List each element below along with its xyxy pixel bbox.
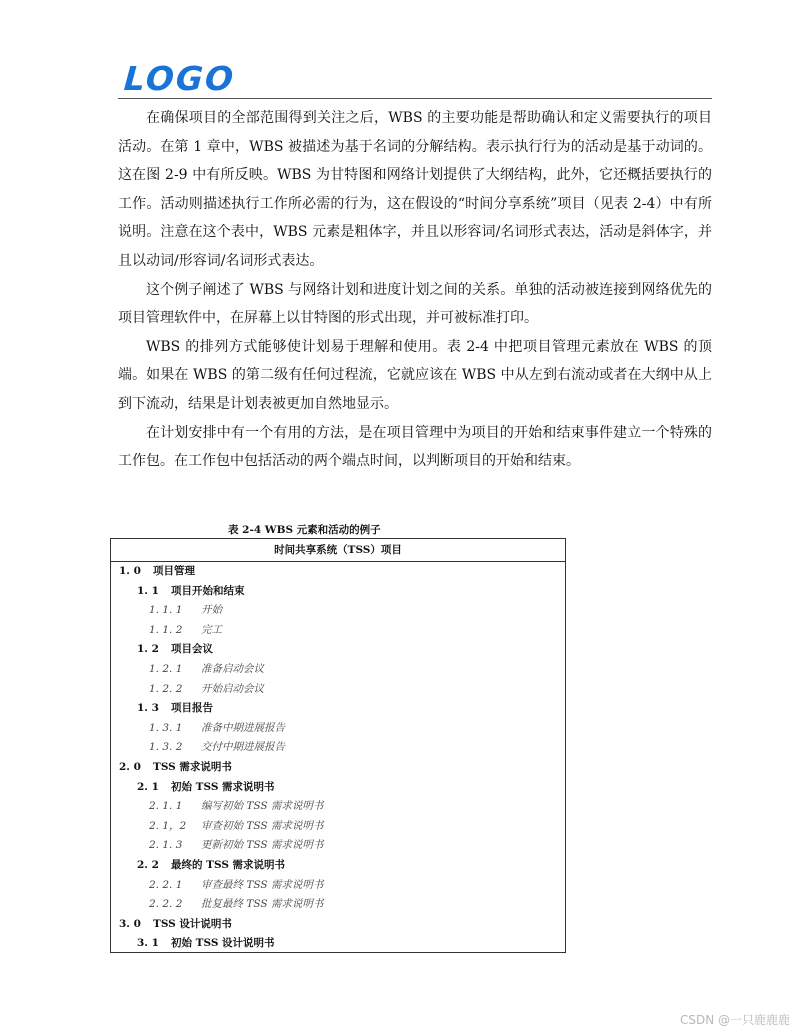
table-header: 时间共享系统（TSS）项目 bbox=[111, 539, 565, 562]
logo: LOGO bbox=[122, 59, 237, 98]
row-number: 1. 0 bbox=[119, 565, 141, 577]
header-divider bbox=[118, 98, 712, 99]
table-row bbox=[111, 876, 565, 896]
row-number: 1. 3 bbox=[137, 702, 159, 715]
row-text: 更新初始 TSS 需求说明书 bbox=[201, 839, 324, 852]
row-number: 3. 1 bbox=[137, 937, 159, 950]
row-text: 审查最终 TSS 需求说明书 bbox=[201, 878, 324, 891]
table-row bbox=[111, 934, 565, 953]
table-row bbox=[111, 895, 565, 915]
row-number: 2. 2. 2 bbox=[149, 898, 183, 911]
row-text: TSS 设计说明书 bbox=[153, 917, 232, 930]
table-row bbox=[111, 582, 565, 602]
row-number: 1. 2. 1 bbox=[149, 662, 183, 675]
row-text: 初始 TSS 需求说明书 bbox=[171, 780, 275, 793]
row-number: 1. 3. 2 bbox=[149, 741, 183, 754]
row-text: 开始启动会议 bbox=[201, 682, 264, 695]
row-text: 开始 bbox=[201, 604, 222, 617]
row-text: 编写初始 TSS 需求说明书 bbox=[201, 800, 324, 813]
row-number: 1. 2 bbox=[137, 643, 159, 656]
row-number: 1. 3. 1 bbox=[149, 721, 183, 734]
paragraph: 在确保项目的全部范围得到关注之后，WBS 的主要功能是帮助确认和定义需要执行的项目活动。在第 1 章中，WBS 被描述为基于名词的分解结构。表示执行行为的活动是基于动词的。这在图 2-9 中有所反映。WBS 为甘特图和网络计划提供了大纲结构，此外，它还概括要执行的工作。活动则描述执行工作所必需的行为，这在假设的“时间分享系统”项目（见表 2-4）中有所说明。注意在这个表中，WBS 元素是粗体字，并且以形容词/名词形式表达，活动是斜体字，并且以动词/形容词/名词形式表达。 bbox=[118, 110, 712, 269]
table-row bbox=[111, 660, 565, 680]
row-text: 准备中期进展报告 bbox=[201, 721, 285, 734]
table-row bbox=[111, 562, 565, 582]
row-text: 项目开始和结束 bbox=[171, 584, 245, 597]
row-text: 交付中期进展报告 bbox=[201, 741, 285, 754]
watermark: CSDN @一只鹿鹿鹿 bbox=[679, 1013, 790, 1027]
row-text: TSS 需求说明书 bbox=[153, 760, 232, 773]
row-text: 完工 bbox=[201, 623, 222, 636]
table-row bbox=[111, 836, 565, 856]
row-number: 2. 1，2 bbox=[149, 819, 187, 832]
wbs-table bbox=[110, 538, 566, 953]
table-row bbox=[111, 915, 565, 935]
row-text: 最终的 TSS 需求说明书 bbox=[171, 858, 286, 871]
paragraph: 这个例子阐述了 WBS 与网络计划和进度计划之间的关系。单独的活动被连接到网络优先的项目管理软件中，在屏幕上以甘特图的形式出现，并可被标准打印。 bbox=[118, 281, 712, 327]
row-number: 2. 1 bbox=[137, 780, 159, 793]
row-number: 1. 2. 2 bbox=[149, 682, 183, 695]
row-number: 1. 1 bbox=[137, 584, 159, 597]
row-number: 2. 1. 3 bbox=[149, 839, 183, 852]
row-text: 准备启动会议 bbox=[201, 662, 264, 675]
row-text: 审查初始 TSS 需求说明书 bbox=[201, 819, 324, 832]
table-row bbox=[111, 680, 565, 700]
row-number: 1. 1. 2 bbox=[149, 623, 183, 636]
table-row bbox=[111, 621, 565, 641]
row-number: 2. 1. 1 bbox=[149, 800, 183, 813]
row-number: 2. 2. 1 bbox=[149, 878, 183, 891]
row-number: 2. 2 bbox=[137, 858, 159, 871]
table-row bbox=[111, 719, 565, 739]
row-number: 1. 1. 1 bbox=[149, 604, 183, 617]
row-text: 项目会议 bbox=[171, 643, 213, 656]
row-text: 批复最终 TSS 需求说明书 bbox=[201, 898, 324, 911]
row-text: 项目管理 bbox=[153, 565, 195, 577]
table-row bbox=[111, 817, 565, 837]
body-text bbox=[118, 104, 712, 476]
table-row bbox=[111, 778, 565, 798]
table-row bbox=[111, 601, 565, 621]
table-body bbox=[111, 562, 565, 953]
paragraph: WBS 的排列方式能够使计划易于理解和使用。表 2-4 中把项目管理元素放在 WBS 的顶端。如果在 WBS 的第二级有任何过程流，它就应该在 WBS 中从左到右流动或者在大纲中从上到下流动，结果是计划表被更加自然地显示。 bbox=[118, 338, 712, 412]
table-row bbox=[111, 797, 565, 817]
row-number: 3. 0 bbox=[119, 917, 141, 930]
paragraph: 在计划安排中有一个有用的方法，是在项目管理中为项目的开始和结束事件建立一个特殊的工作包。在工作包中包括活动的两个端点时间，以判断项目的开始和结束。 bbox=[118, 424, 712, 470]
table-row bbox=[111, 640, 565, 660]
table-row bbox=[111, 856, 565, 876]
table-caption: 表 2-4 WBS 元素和活动的例子 bbox=[228, 524, 381, 536]
table-row bbox=[111, 699, 565, 719]
row-text: 初始 TSS 设计说明书 bbox=[171, 937, 275, 950]
table-row bbox=[111, 758, 565, 778]
row-number: 2. 0 bbox=[119, 760, 141, 773]
row-text: 项目报告 bbox=[171, 702, 213, 715]
table-row bbox=[111, 738, 565, 758]
